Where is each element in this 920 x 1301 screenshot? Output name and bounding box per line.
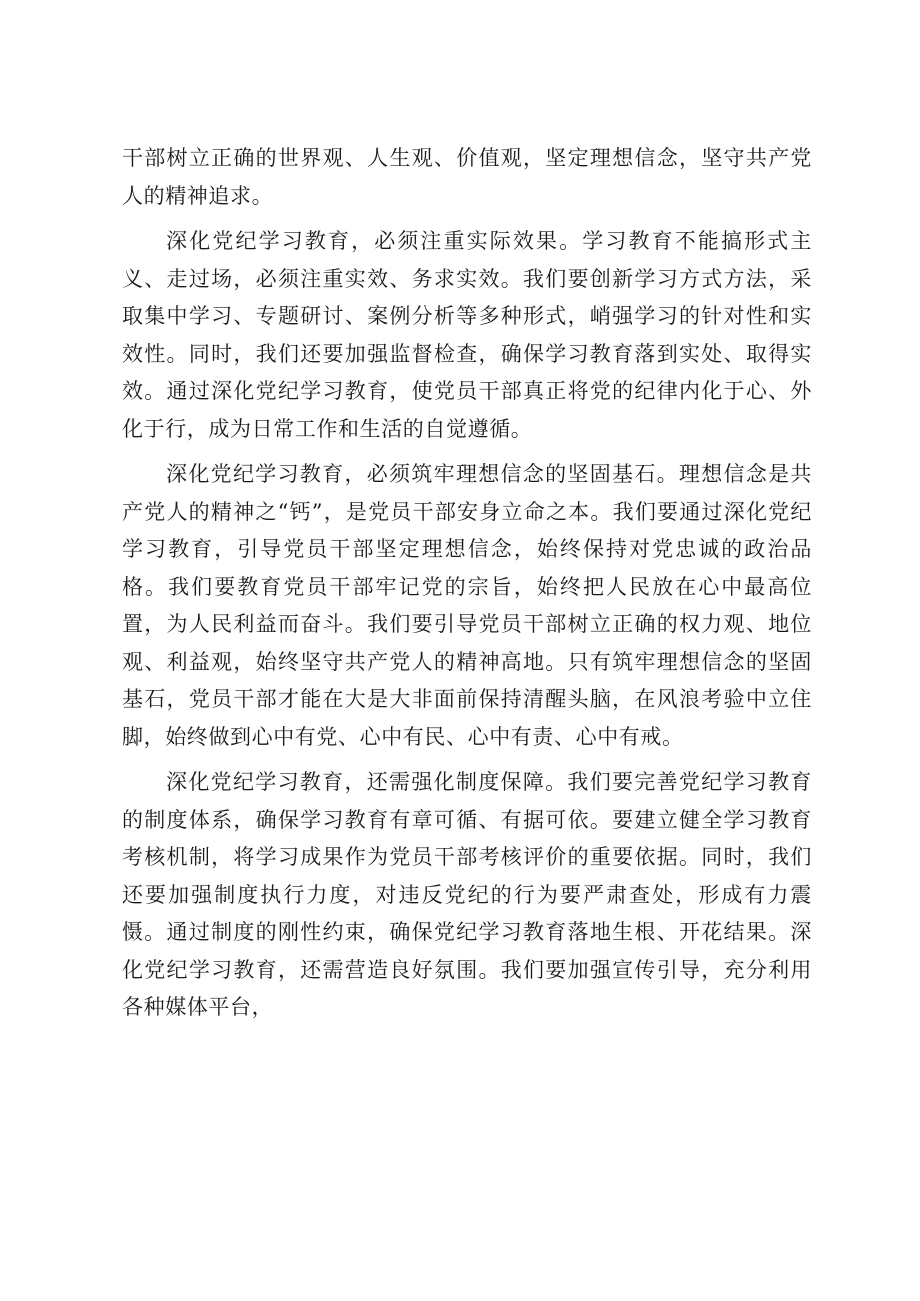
paragraph-4: 深化党纪学习教育，还需强化制度保障。我们要完善党纪学习教育的制度体系，确保学习教育有章可循、有据可依。要建立健全学习教育考核机制，将学习成果作为党员干部考核评价的重要依据。同时，我们还要加强制度执行力度，对违反党纪的行为要严肃查处，形成有力震慑。通过制度的刚性约束，确保党纪学习教育落地生根、开花结果。深化党纪学习教育，还需营造良好氛围。我们要加强宣传引导，充分利用各种媒体平台，: [122, 770, 812, 1019]
paragraph-3: 深化党纪学习教育，必须筑牢理想信念的坚固基石。理想信念是共产党人的精神之“钙”，是党员干部安身立命之本。我们要通过深化党纪学习教育，引导党员干部坚定理想信念，始终保持对党忠诚的政治品格。我们要教育党员干部牢记党的宗旨，始终把人民放在心中最高位置，为人民利益而奋斗。我们要引导党员干部树立正确的权力观、地位观、利益观，始终坚守共产党人的精神高地。只有筑牢理想信念的坚固基石，党员干部才能在大是大非面前保持清醒头脑，在风浪考验中立住脚，始终做到心中有党、心中有民、心中有责、心中有戒。: [122, 462, 812, 749]
paragraph-1: 干部树立正确的世界观、人生观、价值观，坚定理想信念，坚守共产党人的精神追求。: [122, 146, 812, 208]
paragraph-2: 深化党纪学习教育，必须注重实际效果。学习教育不能搞形式主义、走过场，必须注重实效、务求实效。我们要创新学习方式方法，采取集中学习、专题研讨、案例分析等多种形式，峭强学习的针对性和实效性。同时，我们还要加强监督检查，确保学习教育落到实处、取得实效。通过深化党纪学习教育，使党员干部真正将党的纪律内化于心、外化于行，成为日常工作和生活的自觉遵循。: [122, 229, 812, 441]
document-body: [122, 140, 812, 1027]
